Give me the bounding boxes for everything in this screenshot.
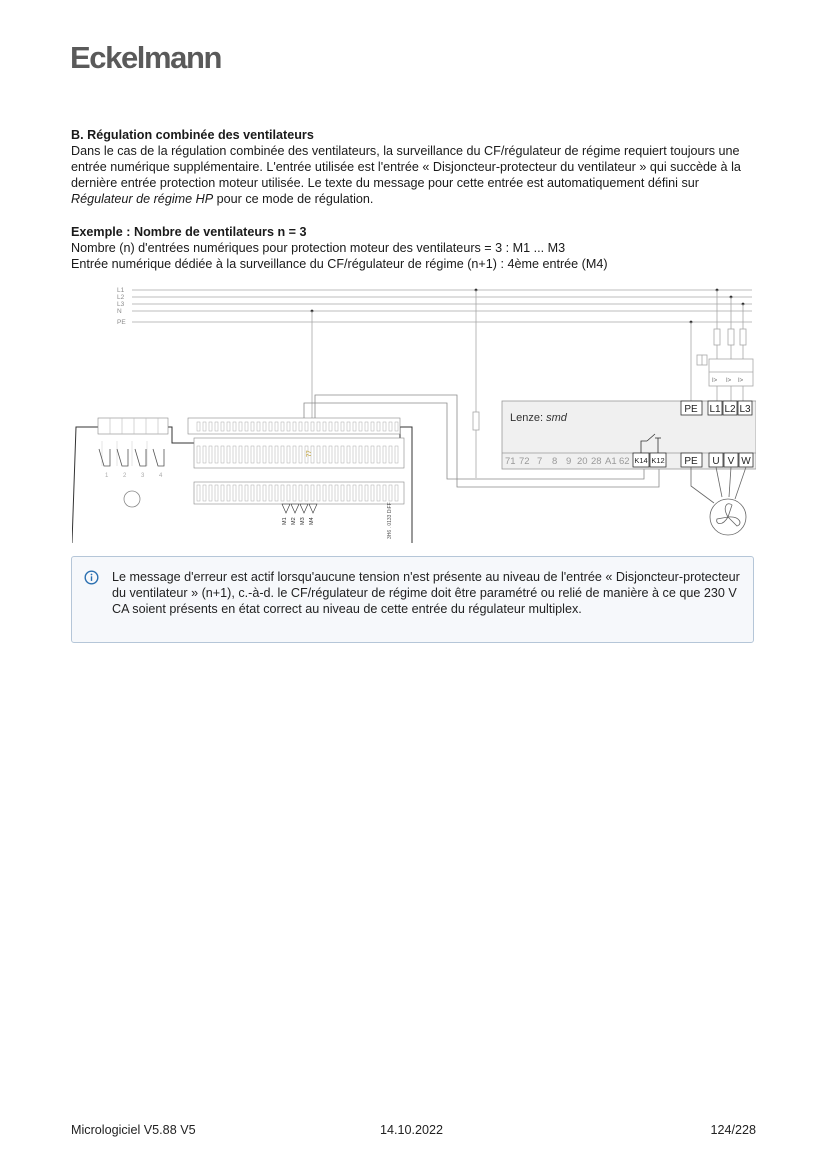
footer-version: Micrologiciel V5.88 V5 xyxy=(71,1123,196,1137)
section-paragraph xyxy=(71,143,761,207)
motor-terminal-w: W xyxy=(741,456,751,467)
company-logo: Eckelmann xyxy=(70,40,222,75)
module-marker-2: 2 xyxy=(123,473,127,479)
input-label-m2: M2 xyxy=(291,517,297,525)
drive-terminal-k12: K12 xyxy=(651,456,665,465)
motor-terminal-v: V xyxy=(727,456,735,467)
input-label-m3: M3 xyxy=(300,517,306,525)
drive-terminal-72: 72 xyxy=(519,456,530,467)
drive-terminal-k14: K14 xyxy=(634,456,648,465)
footer-page-number: 124/228 xyxy=(710,1123,756,1137)
drive-terminal-7: 7 xyxy=(537,456,543,467)
module-marker-4: 4 xyxy=(159,473,163,479)
bus-label-pe: PE xyxy=(117,319,126,326)
drive-terminal-71: 71 xyxy=(505,456,516,467)
info-note xyxy=(71,556,754,643)
module-marker-1: 1 xyxy=(105,473,109,479)
input-label-m1: M1 xyxy=(282,517,288,525)
bus-label-n: N xyxy=(117,308,122,315)
drive-terminal-8: 8 xyxy=(552,456,558,467)
bus-label-l3: L3 xyxy=(117,301,125,308)
drive-terminal-a1: A1 xyxy=(605,456,617,467)
document-body xyxy=(71,127,761,272)
example-title: Exemple : Nombre de ventilateurs n = 3 xyxy=(71,225,307,239)
drive-terminal-9: 9 xyxy=(566,456,572,467)
paragraph-text-start: Dans le cas de la régulation combinée des ventilateurs, la surveillance du CF/régulateur de régime requiert toujours une entrée numérique supplémentaire. L'entrée utilisée est l'entrée « Disjoncteur-protecteur du ventilateur » qui succède à la dernière entrée protection moteur utilisée. Le texte du message pour cette entrée est automatiquement défini sur xyxy=(71,144,741,190)
drive-terminal-l2: L2 xyxy=(724,404,736,415)
info-note-text: Le message d'erreur est actif lorsqu'aucune tension n'est présente au niveau de l'entrée « Disjoncteur-protecteur du ventilateur » (n+1), c.-à-d. le CF/régulateur de régime doit être paramétré ou relié de manière à ce que 230 V CA soient présents en état correct au niveau de cette entrée du régulateur multiplex. xyxy=(112,570,740,616)
paragraph-emphasis: Régulateur de régime HP xyxy=(71,192,214,206)
bus-label-l1: L1 xyxy=(117,287,125,294)
drive-terminal-62: 62 xyxy=(619,456,630,467)
paragraph-text-end: pour ce mode de régulation. xyxy=(213,192,374,206)
highlight-terminal: 77 xyxy=(307,450,313,457)
motor-terminal-u: U xyxy=(712,456,720,467)
drive-label: Lenze: smd xyxy=(510,412,567,424)
drive-terminal-20: 20 xyxy=(577,456,588,467)
module-marker-3: 3 xyxy=(141,473,145,479)
drive-terminal-l1: L1 xyxy=(709,404,721,415)
svg-text:I>: I> xyxy=(726,378,732,384)
motor-terminal-pe: PE xyxy=(684,456,698,467)
drive-terminal-28: 28 xyxy=(591,456,602,467)
footer-date: 14.10.2022 xyxy=(380,1123,444,1137)
bus-label-l2: L2 xyxy=(117,294,125,301)
example-line-2: Entrée numérique dédiée à la surveillance du CF/régulateur de régime (n+1) : 4ème entrée (M4) xyxy=(71,257,608,271)
drive-terminal-l3: L3 xyxy=(739,404,751,415)
drive-terminal-pe: PE xyxy=(684,404,698,415)
input-label-m4: M4 xyxy=(309,517,315,525)
wiring-diagram xyxy=(72,281,756,544)
example-line-1: Nombre (n) d'entrées numériques pour protection moteur des ventilateurs = 3 : M1 ... M3 xyxy=(71,241,566,255)
part-code: 3H6 . 0133 DiFF xyxy=(387,502,393,539)
info-icon xyxy=(84,570,99,585)
section-title: B. Régulation combinée des ventilateurs xyxy=(71,128,314,142)
svg-text:I>: I> xyxy=(738,378,744,384)
svg-text:I>: I> xyxy=(712,378,718,384)
